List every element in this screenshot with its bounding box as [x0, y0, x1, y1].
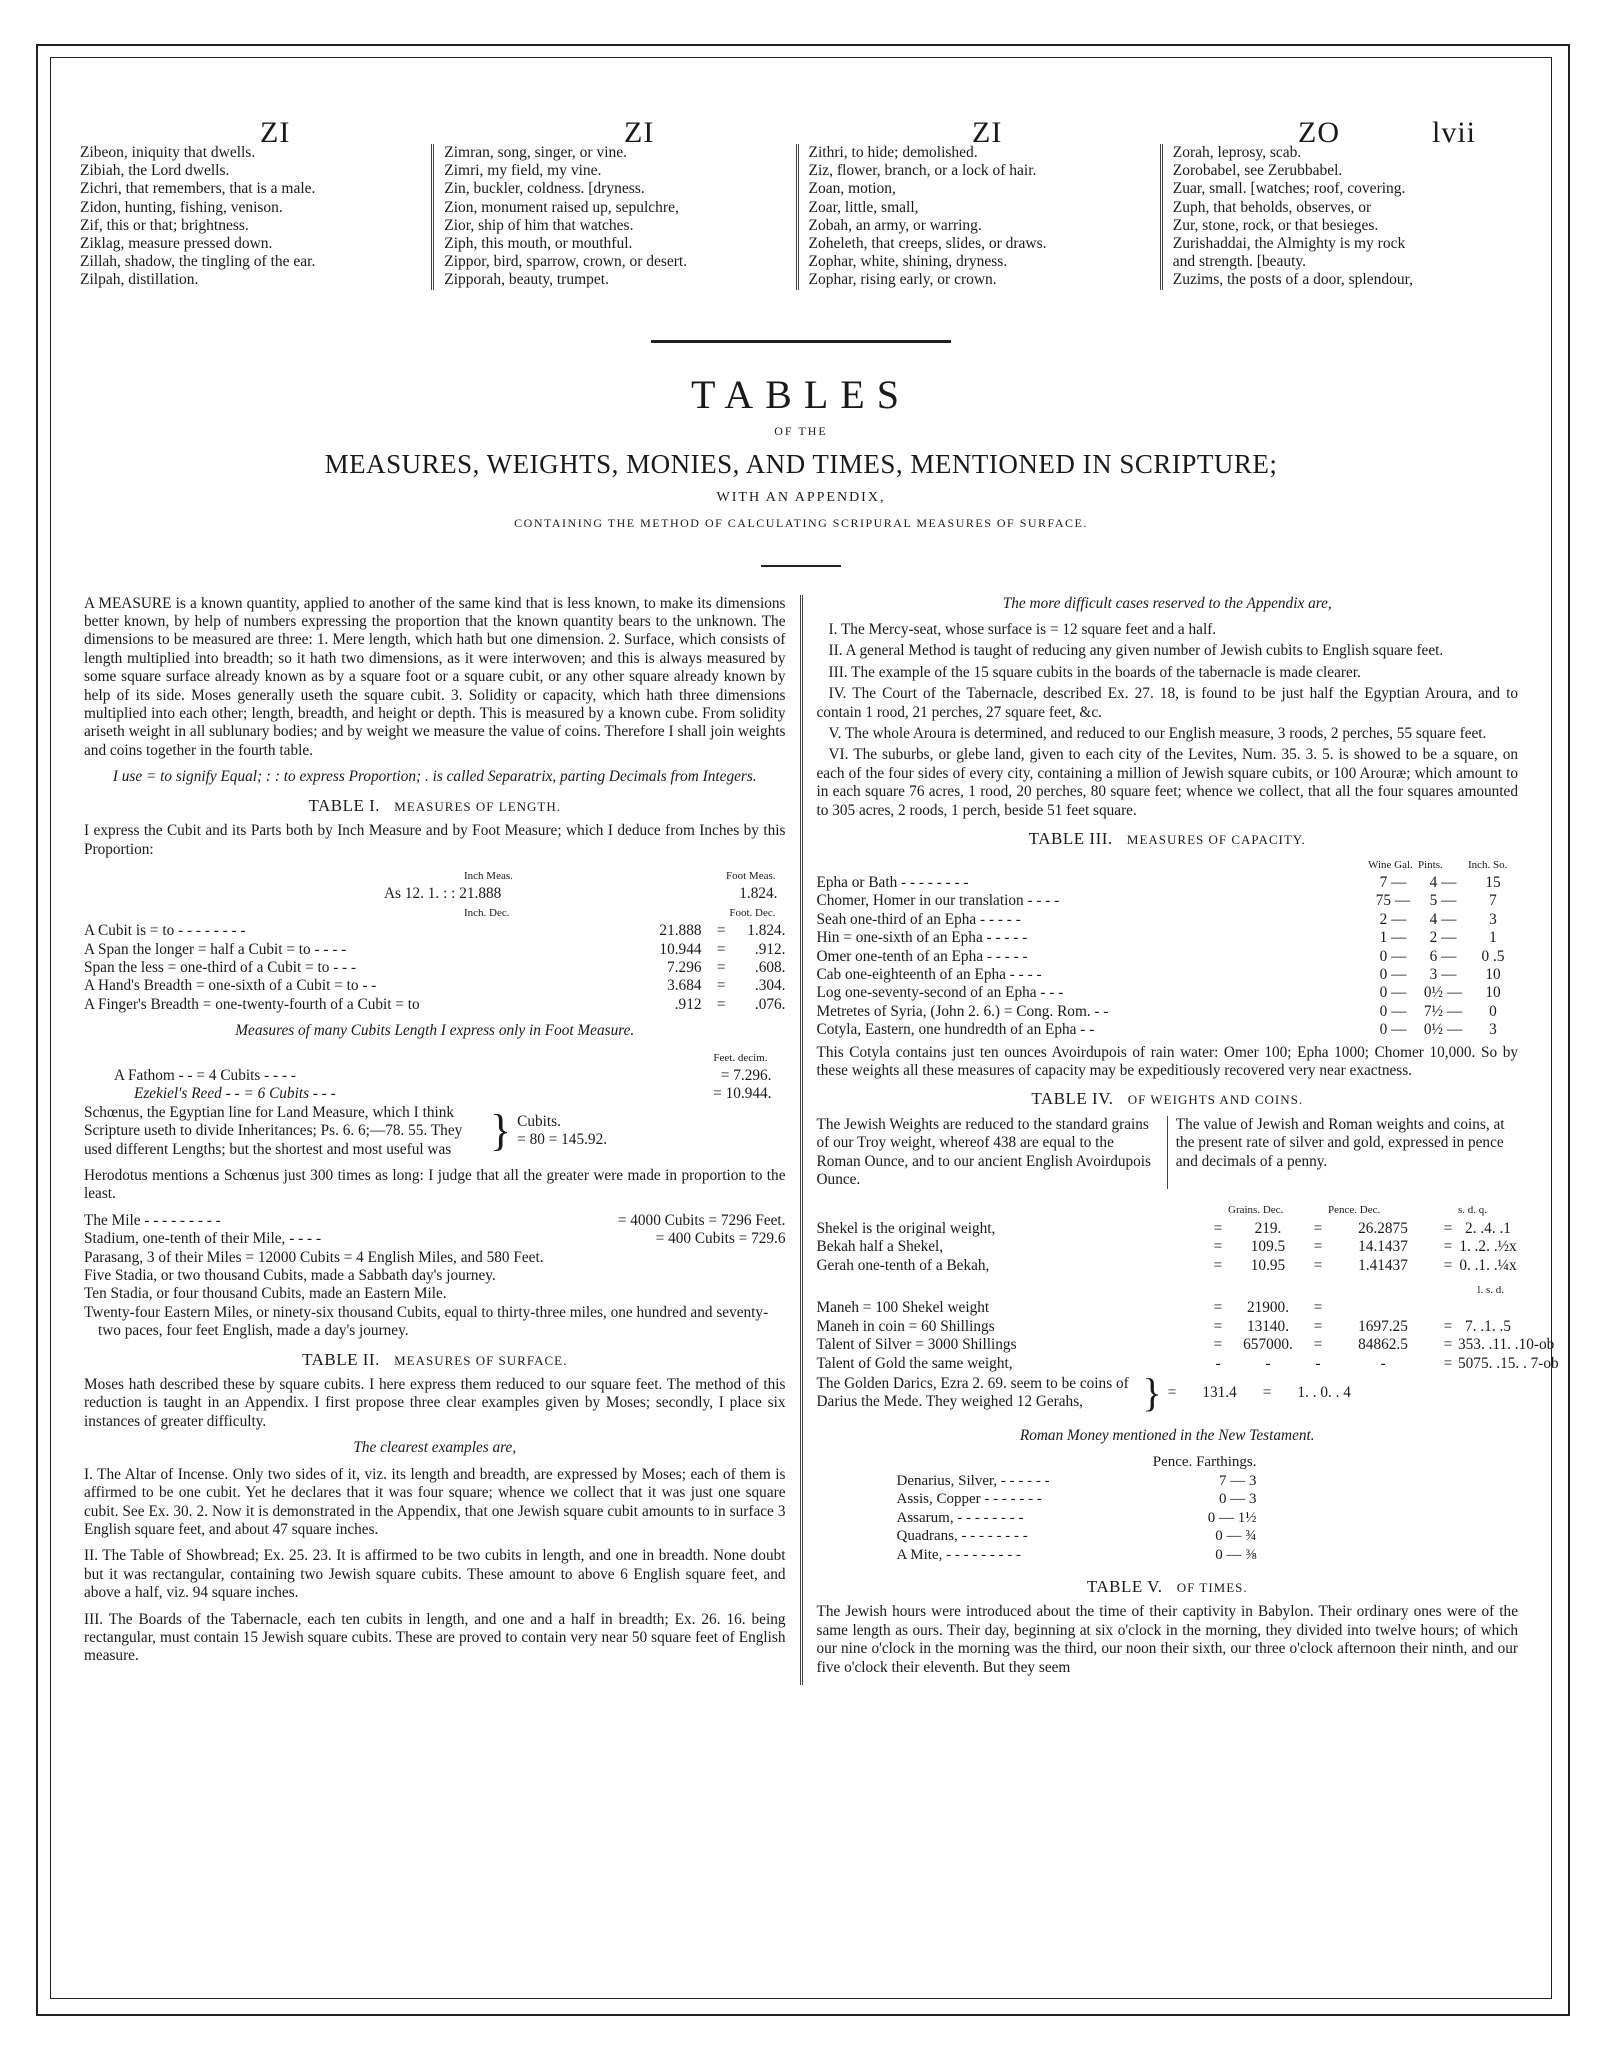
header-zi-1: ZI: [260, 116, 291, 149]
t4-row2-cell: 353. .11. .10-ob: [1458, 1336, 1555, 1354]
t4-row2-cell: Talent of Silver = 3000 Shillings: [816, 1336, 1017, 1354]
t3-hdr-pints: Pints.: [1418, 858, 1443, 871]
example-3: III. The Boards of the Tabernacle, each ten cubits in length, and one and a half in breadth; Ex. 26. 16. being rectangular, must contain 15 Jewish square cubits. These are proved to contain very near 50 square feet of English measure.: [84, 1610, 786, 1665]
t1-hdr2-inch: Inch. Dec.: [464, 906, 510, 919]
t4-hdr-grains: Grains. Dec.: [1228, 1204, 1284, 1217]
t3-cell: Cab one-eighteenth of an Epha - - - -: [816, 965, 1042, 983]
darics-text: The Golden Darics, Ezra 2. 69. seem to be coins of Darius the Mede. They weighed 12 Gerahs,: [816, 1374, 1129, 1411]
t1-cell: .076.: [754, 995, 786, 1013]
glossary-entry: Zur, stone, rock, or that besieges.: [1172, 216, 1379, 234]
t3-cell: 10: [1485, 984, 1501, 1002]
t3-cell: 5 —: [1429, 892, 1457, 910]
t3-cell: 3: [1489, 910, 1497, 928]
glossary-entry: Zilpah, distillation.: [80, 271, 199, 289]
t1-proportion: [84, 885, 786, 903]
t4-row2-cell: 84862.5: [1358, 1336, 1408, 1354]
table3-heading: [817, 830, 1519, 849]
t3-row: [817, 966, 1519, 984]
glossary-entry: Zillah, shadow, the tingling of the ear.: [80, 253, 316, 271]
table2-subtitle: MEASURES OF SURFACE.: [394, 1352, 568, 1368]
short-rule: [761, 565, 841, 567]
darics-grains: 131.4: [1202, 1383, 1237, 1401]
t3-cell: 0 —: [1379, 984, 1407, 1002]
t3-header: [817, 856, 1519, 874]
table4-rows-2: [816, 1299, 1559, 1373]
title-containing: CONTAINING THE METHOD OF CALCULATING SCRIPURAL MEASURES OF SURFACE.: [514, 515, 1088, 530]
t4-row: [817, 1238, 1519, 1256]
roman-value: 0 — ⅜: [1215, 1546, 1257, 1563]
t4-row2-cell: [1458, 1299, 1518, 1317]
t3-row: [817, 911, 1519, 929]
t4-row2: [817, 1318, 1519, 1336]
mile-value: = 4000 Cubits = 7296 Feet.: [617, 1211, 786, 1229]
many-cubits-note: Measures of many Cubits Length I express only in Foot Measure.: [235, 1022, 635, 1040]
t1-prop-left: As 12. 1. : : 21.888: [384, 885, 502, 903]
glossary-entry: Zoar, little, small,: [808, 198, 919, 216]
t4-row-cell: 109.5: [1250, 1238, 1286, 1256]
t4-row2-cell: 5075. .15. . 7-ob: [1458, 1354, 1559, 1372]
page-number: lvii: [1432, 116, 1477, 149]
brace: }: [490, 1106, 512, 1156]
glossary-entry: Zimri, my field, my vine.: [444, 162, 602, 180]
t3-cell: 3 —: [1429, 965, 1457, 983]
roman-value: 0 — 3: [1219, 1491, 1257, 1508]
brace-2: }: [1142, 1370, 1162, 1416]
feet-decim: Feet. decim.: [713, 1051, 768, 1064]
t4-row2-cell: 1697.25: [1358, 1317, 1408, 1335]
t4-row-cell: 2. .4. .1: [1465, 1219, 1511, 1237]
running-headers: [78, 80, 1524, 149]
table2-title: TABLE II.: [302, 1349, 380, 1369]
t3-cell: 0: [1489, 1002, 1497, 1020]
t3-note: This Cotyla contains just ten ounces Avoirdupois of rain water: Omer 100; Epha 1000; Chomer 10,000. So by these weights all these measures of capacity may be expeditiously recovered very near exactness.: [816, 1043, 1518, 1079]
title-of-the: OF THE: [774, 423, 828, 438]
difficult-case: III. The example of the 15 square cubits in the boards of the tabernacle is made clearer.: [828, 663, 1361, 681]
fathom-row: [84, 1067, 786, 1085]
t4-intro: [817, 1116, 1519, 1190]
difficult-case: II. A general Method is taught of reducing any given number of Jewish cubits to English square feet.: [828, 642, 1444, 660]
t3-cell: 75 —: [1375, 892, 1411, 910]
t3-cell: 3: [1489, 1021, 1497, 1039]
t1-cell: =: [716, 995, 726, 1013]
t4-row2-cell: =: [1443, 1336, 1453, 1354]
stadia-notes: [84, 1267, 786, 1341]
mile-label: The Mile - - - - - - - - -: [84, 1211, 221, 1229]
t4-row2-cell: [1328, 1299, 1438, 1317]
t4-row-cell: =: [1443, 1256, 1453, 1274]
fathom-label: A Fathom - - = 4 Cubits - - - -: [114, 1066, 296, 1084]
t4-header2: [817, 1281, 1519, 1299]
t3-cell: Metretes of Syria, (John 2. 6.) = Cong. Rom. - -: [816, 1002, 1109, 1020]
roman-row: [897, 1527, 1257, 1545]
t4-row-cell: 0. .1. .¼x: [1459, 1256, 1517, 1274]
t3-cell: Cotyla, Eastern, one hundredth of an Epha - -: [816, 1021, 1095, 1039]
glossary-entry: and strength. [beauty.: [1172, 253, 1307, 271]
glossary-entry: Zippor, bird, sparrow, crown, or desert.: [444, 253, 688, 271]
roman-row: [897, 1509, 1257, 1527]
t1-hdr-inch: Inch Meas.: [464, 869, 513, 882]
t4-row2-cell: =: [1313, 1317, 1323, 1335]
t3-row: [817, 984, 1519, 1002]
t3-cell: 0 —: [1379, 947, 1407, 965]
t1-hdr-foot: Foot Meas.: [726, 869, 776, 882]
t1-cell: A Span the longer = half a Cubit = to - - - -: [84, 940, 347, 958]
glossary-column: [1160, 144, 1524, 290]
t1-row: [84, 941, 786, 959]
t1-header: [84, 867, 786, 885]
t4-row2-cell: 657000.: [1243, 1336, 1293, 1354]
table3-subtitle: MEASURES OF CAPACITY.: [1126, 832, 1306, 848]
t1-row: [84, 922, 786, 940]
glossary-entry: Zoheleth, that creeps, slides, or draws.: [808, 235, 1047, 253]
reed-value: = 10.944.: [713, 1085, 772, 1103]
title-tables: TABLES: [691, 371, 911, 417]
t4-row-cell: 1.41437: [1358, 1256, 1408, 1274]
t4-row-cell: =: [1213, 1219, 1223, 1237]
t3-cell: 15: [1485, 873, 1501, 891]
t3-cell: 7 —: [1379, 873, 1407, 891]
t4-row-cell: 26.2875: [1358, 1219, 1408, 1237]
t1-cell: A Cubit is = to - - - - - - - -: [84, 922, 246, 940]
t1-row: [84, 959, 786, 977]
title-appendix: WITH AN APPENDIX,: [716, 489, 886, 505]
t3-row: [817, 874, 1519, 892]
herodotus-note: Herodotus mentions a Schœnus just 300 times as long: I judge that all the greater were made in proportion to the least.: [84, 1167, 786, 1203]
example-1: I. The Altar of Incense. Only two sides of it, viz. its length and breadth, are expressed by Moses; each of them is affirmed to be one cubit. Yet he declares that it was four square; whence we collect that it was just one square cubit. See Ex. 30. 2. Now it is demonstrated in the Appendix, that one Jewish square cubit amounts to in surface 3 English square feet, and about 47 square inches.: [84, 1465, 786, 1538]
glossary-entry: Zuph, that beholds, observes, or: [1172, 198, 1372, 216]
difficult-case: V. The whole Aroura is determined, and reduced to our English measure, 3 roods, 2 perches, 55 square feet.: [828, 725, 1487, 743]
roman-hdr-text: Pence. Farthings.: [1152, 1454, 1257, 1471]
t1-cell: 21.888: [659, 922, 702, 940]
left-column: [78, 595, 800, 1685]
table1-heading: [84, 797, 786, 816]
t4-row2-cell: Talent of Gold the same weight,: [816, 1354, 1013, 1372]
difficult-cases: [817, 621, 1519, 820]
title-subject: MEASURES, WEIGHTS, MONIES, AND TIMES, MENTIONED IN SCRIPTURE;: [324, 448, 1278, 479]
t4-row2-cell: =: [1213, 1317, 1223, 1335]
table5-text: The Jewish hours were introduced about the time of their captivity in Babylon. Their ordinary ones were of the same length as ours. Their day, beginning at six o'clock in the morning, they divided into twelve hours; of which our nine o'clock in the morning was the third, our noon their sixth, our three o'clock afternoon their ninth, and our five o'clock their eleventh. But they seem: [816, 1603, 1518, 1676]
t4-row-cell: 219.: [1254, 1219, 1282, 1237]
t3-cell: 2 —: [1379, 910, 1407, 928]
t3-cell: 7½ —: [1423, 1002, 1463, 1020]
schoenus-value: Cubits. = 80 = 145.92.: [517, 1112, 608, 1149]
t1-header2: [84, 904, 786, 922]
t4-row-cell: Shekel is the original weight,: [816, 1219, 996, 1237]
t1-cell: Span the less = one-third of a Cubit = to - - -: [84, 958, 357, 976]
t4-right-text: The value of Jewish and Roman weights and coins, at the present rate of silver and gold, expressed in pence and decimals of a penny.: [1167, 1116, 1518, 1190]
stadia-line: Five Stadia, or two thousand Cubits, made a Sabbath day's journey.: [84, 1267, 496, 1285]
glossary-entry: Zif, this or that; brightness.: [80, 216, 249, 234]
divider-rule: [651, 340, 951, 343]
t3-cell: Epha or Bath - - - - - - - -: [816, 873, 969, 891]
mile-row: [84, 1249, 786, 1267]
table4-title: TABLE IV.: [1031, 1089, 1114, 1109]
difficult-case: I. The Mercy-seat, whose surface is = 12 square feet and a half.: [828, 621, 1217, 639]
clearest-heading: The clearest examples are,: [353, 1439, 517, 1457]
roman-label: A Mite, - - - - - - - - -: [896, 1546, 1022, 1563]
t4-row-cell: =: [1313, 1238, 1323, 1256]
roman-hdr: [897, 1453, 1257, 1471]
t4-row2-cell: =: [1443, 1317, 1453, 1335]
t1-cell: 7.296: [667, 958, 702, 976]
t3-cell: 6 —: [1429, 947, 1457, 965]
glossary-entry: Zophar, rising early, or crown.: [808, 271, 997, 289]
stadia-line: Twenty-four Eastern Miles, or ninety-six thousand Cubits, equal to thirty-three miles, one hundred and seventy-two paces, four feet English, made a day's journey.: [84, 1303, 769, 1340]
table5-subtitle: OF TIMES.: [1176, 1579, 1248, 1595]
t4-row2-cell: 7. .1. .5: [1465, 1317, 1511, 1335]
body-columns: [78, 594, 1559, 1685]
t4-row2-cell: 21900.: [1246, 1299, 1290, 1317]
t3-cell: Chomer, Homer in our translation - - - -: [816, 892, 1060, 910]
table1-title: TABLE I.: [308, 795, 381, 815]
t1-cell: =: [716, 922, 726, 940]
glossary-entry: Ziph, this mouth, or mouthful.: [444, 235, 633, 253]
t3-cell: 2 —: [1429, 929, 1457, 947]
darics-value: 1. . 0. . 4: [1297, 1383, 1351, 1401]
t4-row2: [817, 1299, 1519, 1317]
t4-row2-cell: [1438, 1299, 1458, 1317]
t3-cell: 1: [1489, 929, 1497, 947]
t4-row-cell: 1. .2. .½x: [1459, 1238, 1517, 1256]
t4-row-cell: =: [1313, 1256, 1323, 1274]
roman-row: [897, 1490, 1257, 1508]
t4-row2-cell: -: [1380, 1354, 1386, 1372]
t1-cell: 3.684: [667, 977, 702, 995]
t1-cell: =: [716, 958, 726, 976]
darics-row: [816, 1370, 1519, 1416]
t4-row2-cell: =: [1443, 1354, 1453, 1372]
glossary-entry: Zipporah, beauty, trumpet.: [444, 271, 609, 289]
page-content: [78, 80, 1559, 1685]
table1-intro: I express the Cubit and its Parts both by Inch Measure and by Foot Measure; which I deduce from Inches by this Proportion:: [84, 822, 786, 858]
t1-prop-right: 1.824.: [739, 885, 778, 903]
intro-paragraph: A MEASURE is a known quantity, applied to another of the same kind that is less known, to make its dimensions better known, by help of numbers expressing the proportion that the known quantity bears to the unknown. The dimensions to be measured are three: 1. Mere length, which hath but one dimension. 2. Surface, which consists of length multiplied into breadth; so it hath two dimensions, as it were interwoven; and this is always measured by some square surface already known as by a square foot or a square cubit, or any other square already known by help of its side. Moses generally useth the square cubit. 3. Solidity or capacity, which hath three dimensions multiplied into each other; length, breadth, and height or depth. This is measured by a known cube. From solidity ariseth weight in all sublunary bodies; and by weight we measure the value of coins. Therefore I shall join weights and coins together in the fourth table.: [84, 594, 786, 759]
t1-cell: 10.944: [659, 940, 702, 958]
reed-row: [84, 1085, 786, 1103]
glossary-entry: Zuar, small. [watches; roof, covering.: [1172, 180, 1406, 198]
t4-row-cell: 14.1437: [1358, 1238, 1408, 1256]
t1-hdr2-foot: Foot. Dec.: [729, 906, 776, 919]
table2-heading: [84, 1351, 786, 1370]
mile-value: = 400 Cubits = 729.6: [655, 1230, 786, 1248]
roman-value: 7 — 3: [1219, 1472, 1257, 1489]
glossary-column: [796, 144, 1160, 290]
darics-eq1: =: [1167, 1383, 1177, 1401]
header-zi-2: ZI: [624, 116, 655, 149]
glossary: [78, 144, 1524, 290]
table1-rows: [84, 922, 786, 1014]
table4-subtitle: OF WEIGHTS AND COINS.: [1127, 1092, 1304, 1108]
t1-cell: A Finger's Breadth = one-twenty-fourth of a Cubit = to: [84, 995, 420, 1013]
t4-row2-cell: -: [1215, 1354, 1221, 1372]
glossary-entry: Zurishaddai, the Almighty is my rock: [1172, 235, 1406, 253]
glossary-entry: Zuzims, the posts of a door, splendour,: [1172, 271, 1414, 289]
t3-cell: Omer one-tenth of an Epha - - - - -: [816, 947, 1028, 965]
mile-label: Parasang, 3 of their Miles = 12000 Cubits = 4 English Miles, and 580 Feet.: [84, 1248, 544, 1266]
t1-row: [84, 996, 786, 1014]
t3-cell: Seah one-third of an Epha - - - - -: [816, 910, 1021, 928]
header-zi-3: ZI: [972, 116, 1003, 149]
t3-cell: 0 —: [1379, 1002, 1407, 1020]
roman-rows: [897, 1472, 1257, 1564]
glossary-entry: Zorobabel, see Zerubbabel.: [1172, 162, 1343, 180]
t1-cell: .912: [674, 995, 702, 1013]
t3-cell: 1 —: [1379, 929, 1407, 947]
t4-row2-cell: =: [1213, 1336, 1223, 1354]
reed-label: Ezekiel's Reed - - = 6 Cubits - - -: [134, 1085, 336, 1103]
t3-row: [817, 1021, 1519, 1039]
t3-row: [817, 1003, 1519, 1021]
t4-row2-cell: Maneh = 100 Shekel weight: [816, 1299, 990, 1317]
t3-cell: 10: [1485, 965, 1501, 983]
schoenus-row: [84, 1104, 786, 1159]
difficult-heading: The more difficult cases reserved to the Appendix are,: [1002, 594, 1332, 612]
mile-row: [84, 1212, 786, 1230]
roman-row: [897, 1546, 1257, 1564]
glossary-entry: Zoan, motion,: [808, 180, 896, 198]
t4-left-text: The Jewish Weights are reduced to the standard grains of our Troy weight, whereof 438 are equal to the Roman Ounce, and to our ancient English Avoirdupois Ounce.: [816, 1115, 1151, 1188]
t3-hdr-inch: Inch. So.: [1468, 858, 1508, 871]
roman-label: Assis, Copper - - - - - - -: [896, 1491, 1042, 1508]
glossary-entry: Zithri, to hide; demolished.: [808, 144, 978, 161]
t3-hdr-gal: Wine Gal.: [1368, 858, 1413, 871]
t1-cell: =: [716, 940, 726, 958]
feet-decim-label: [84, 1049, 786, 1067]
t3-row: [817, 948, 1519, 966]
glossary-entry: Zidon, hunting, fishing, venison.: [80, 198, 283, 216]
t4-row-cell: =: [1443, 1238, 1453, 1256]
t4-row: [817, 1220, 1519, 1238]
t4-hdr-pence: Pence. Dec.: [1328, 1204, 1381, 1217]
t4-row2: [816, 1336, 1555, 1354]
glossary-entry: Zibeon, iniquity that dwells.: [80, 144, 256, 161]
t1-cell: .912.: [754, 940, 786, 958]
glossary-entry: Ziklag, measure pressed down.: [80, 235, 273, 253]
t3-cell: 4 —: [1429, 873, 1457, 891]
t4-row2-cell: =: [1313, 1299, 1323, 1317]
t3-cell: 0 —: [1379, 965, 1407, 983]
signs-note: I use = to signify Equal; : : to express Proportion; . is called Separatrix, parting Decimals from Integers.: [112, 768, 757, 786]
right-column: [800, 594, 1559, 1685]
t1-cell: 1.824.: [747, 922, 786, 940]
t1-cell: .608.: [754, 958, 786, 976]
example-2: II. The Table of Showbread; Ex. 25. 23. It is affirmed to be two cubits in length, and one in breadth. None doubt but it was rectangular, containing two Jewish square cubits. These amount to above 6 English square feet, and above a half, viz. 94 square inches.: [84, 1547, 786, 1602]
darics-values: [1168, 1384, 1351, 1402]
t4-row-cell: =: [1213, 1238, 1223, 1256]
table4-rows: [817, 1220, 1519, 1275]
table1-subtitle: MEASURES OF LENGTH.: [394, 798, 562, 814]
t3-row: [817, 892, 1519, 910]
table2-intro: Moses hath described these by square cubits. I here express them reduced to our square feet. The method of this reduction is taught in an Appendix. I first propose three clear examples given by Moses; secondly, I place six instances of greater difficulty.: [84, 1376, 786, 1430]
roman-money-table: [897, 1453, 1257, 1563]
t4-row-cell: Bekah half a Shekel,: [816, 1238, 944, 1256]
darics-eq2: =: [1262, 1383, 1272, 1401]
t1-cell: .304.: [754, 977, 786, 995]
roman-money-heading: Roman Money mentioned in the New Testament.: [1019, 1427, 1315, 1445]
t4-row-cell: =: [1313, 1219, 1323, 1237]
t4-row2-cell: 13140.: [1246, 1317, 1290, 1335]
fathom-value: = 7.296.: [720, 1066, 772, 1084]
roman-value: 0 — 1½: [1207, 1509, 1257, 1526]
glossary-entry: Ziz, flower, branch, or a lock of hair.: [808, 162, 1037, 180]
t3-row: [817, 929, 1519, 947]
table3-rows: [817, 874, 1519, 1040]
t1-cell: =: [716, 977, 726, 995]
schoenus-text: Schœnus, the Egyptian line for Land Measure, which I think Scripture useth to divide Inheritances; Ps. 6. 6;—78. 55. They used different Lengths; but the shortest and most useful was: [84, 1103, 463, 1158]
t4-row2-cell: -: [1265, 1354, 1271, 1372]
t4-row2-cell: -: [1315, 1354, 1321, 1372]
t3-cell: 0½ —: [1423, 984, 1463, 1002]
t3-cell: 0½ —: [1423, 1021, 1463, 1039]
glossary-entry: Zior, ship of him that watches.: [444, 216, 634, 234]
glossary-entry: Zobah, an army, or warring.: [808, 216, 982, 234]
header-zo: ZO: [1298, 116, 1340, 149]
table4-heading: [817, 1090, 1519, 1109]
t3-cell: 0 .5: [1481, 947, 1505, 965]
t4-row2: [816, 1354, 1559, 1373]
glossary-entry: Zin, buckler, coldness. [dryness.: [444, 180, 645, 198]
t3-cell: Hin = one-sixth of an Epha - - - - -: [816, 929, 1028, 947]
glossary-entry: Zophar, white, shining, dryness.: [808, 253, 1008, 271]
t4-row2-cell: =: [1213, 1299, 1223, 1317]
t4-row2-cell: =: [1313, 1336, 1323, 1354]
roman-row: [897, 1472, 1257, 1490]
t4-row-cell: =: [1213, 1256, 1223, 1274]
glossary-column: [78, 144, 431, 290]
t3-cell: 0 —: [1379, 1021, 1407, 1039]
mile-rows: [84, 1212, 786, 1267]
table3-title: TABLE III.: [1028, 829, 1113, 849]
glossary-entry: Zorah, leprosy, scab.: [1172, 144, 1302, 161]
t4-hdr-lsd: l. s. d.: [1477, 1284, 1504, 1297]
roman-label: Assarum, - - - - - - - -: [896, 1509, 1024, 1526]
t1-row: [84, 977, 786, 995]
glossary-column: [431, 144, 795, 290]
t4-row-cell: =: [1443, 1219, 1453, 1237]
t1-cell: A Hand's Breadth = one-sixth of a Cubit = to - -: [84, 977, 377, 995]
t4-hdr-sdq: s. d. q.: [1458, 1204, 1488, 1217]
glossary-entry: Zion, monument raised up, sepulchre,: [444, 198, 679, 216]
t3-cell: Log one-seventy-second of an Epha - - -: [816, 984, 1064, 1002]
t4-row: [817, 1257, 1519, 1275]
mile-label: Stadium, one-tenth of their Mile, - - - -: [84, 1230, 322, 1248]
mile-row: [84, 1230, 786, 1248]
glossary-entry: Zichri, that remembers, that is a male.: [80, 180, 316, 198]
t4-row-cell: Gerah one-tenth of a Bekah,: [816, 1256, 990, 1274]
roman-label: Quadrans, - - - - - - - -: [896, 1528, 1028, 1545]
table5-heading: [817, 1578, 1519, 1597]
glossary-entry: Zimran, song, singer, or vine.: [444, 144, 628, 161]
roman-label: Denarius, Silver, - - - - - -: [896, 1472, 1050, 1489]
table5-title: TABLE V.: [1086, 1576, 1163, 1596]
t4-row-cell: 10.95: [1250, 1256, 1286, 1274]
difficult-case: VI. The suburbs, or glebe land, given to each city of the Levites, Num. 35. 3. 5. is showed to be a square, on each of the four sides of every city, containing a million of Jewish square cubits, or 100 Arouræ; which amount to in each square 76 acres, 1 rood, 20 perches, 80 square feet; whence we collect, that all the four squares amounted to 305 acres, 2 roods, 1 perch, beside 51 feet square.: [816, 746, 1518, 819]
t3-cell: 7: [1489, 892, 1497, 910]
t3-cell: 4 —: [1429, 910, 1457, 928]
t4-header: [817, 1201, 1519, 1219]
difficult-case: IV. The Court of the Tabernacle, described Ex. 27. 18, is found to be just half the Egyptian Aroura, and to contain 1 rood, 21 perches, 27 square feet, &c.: [816, 685, 1518, 721]
stadia-line: Ten Stadia, or four thousand Cubits, made an Eastern Mile.: [84, 1285, 447, 1303]
glossary-entry: Zibiah, the Lord dwells.: [80, 162, 230, 180]
t4-row2-cell: Maneh in coin = 60 Shillings: [816, 1317, 995, 1335]
roman-value: 0 — ¾: [1215, 1528, 1257, 1545]
